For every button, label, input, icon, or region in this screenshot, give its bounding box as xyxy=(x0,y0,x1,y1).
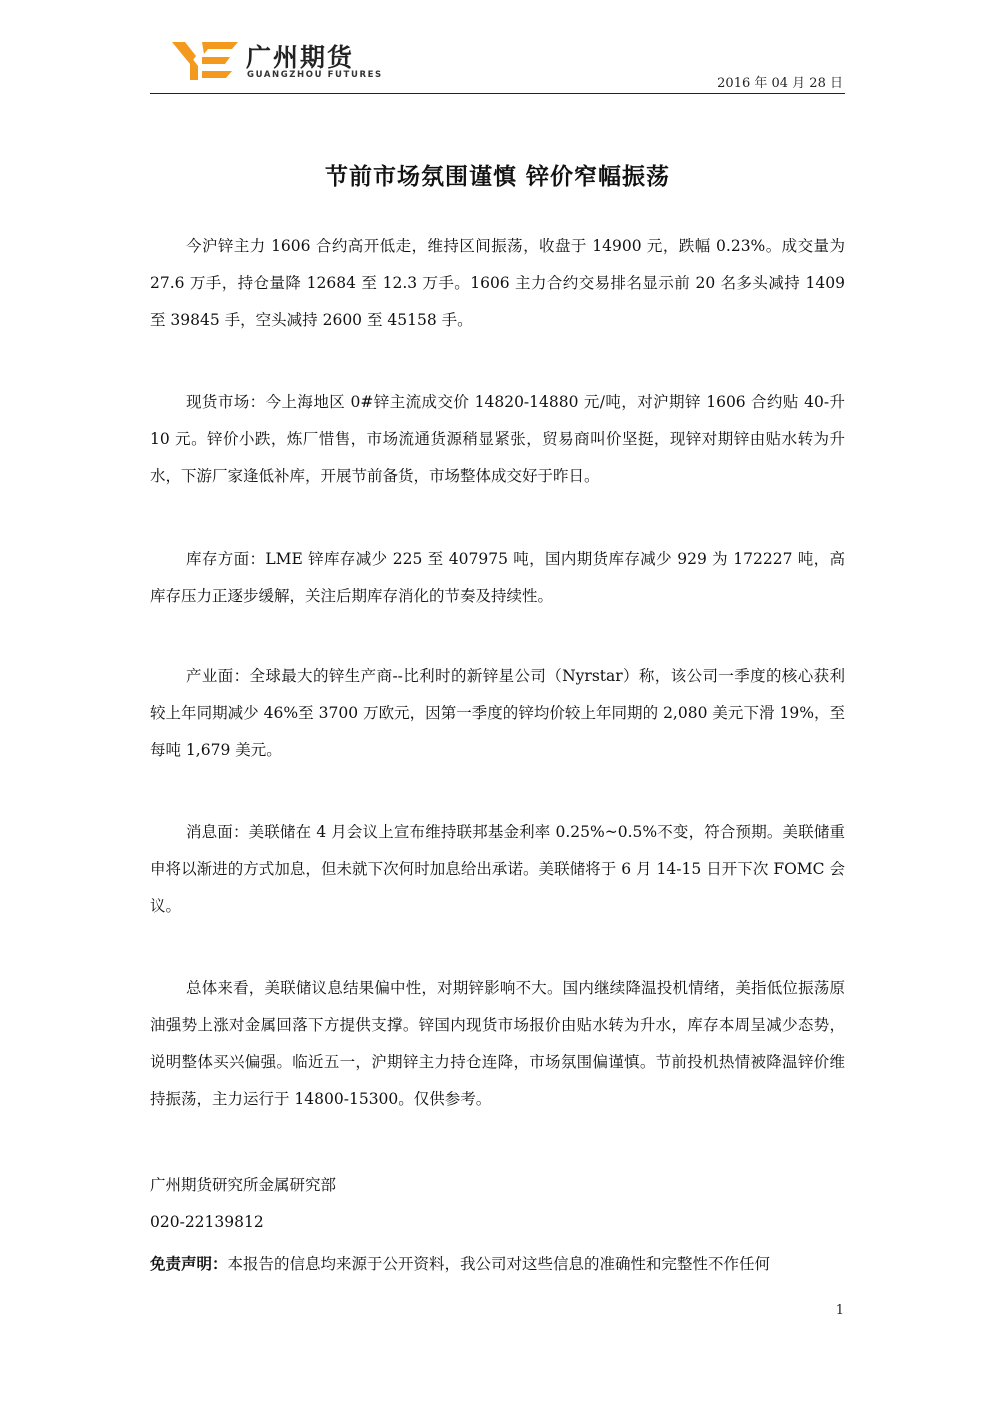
contact-phone: 020-22139812 xyxy=(150,1213,264,1231)
company-name-cn: 广州期货 xyxy=(246,43,355,72)
department-name: 广州期货研究所金属研究部 xyxy=(150,1176,337,1194)
report-title: 节前市场氛围谨慎 锌价窄幅振荡 xyxy=(324,163,670,190)
disclaimer-text: 本报告的信息均来源于公开资料，我公司对这些信息的准确性和完整性不作任何 xyxy=(227,1255,771,1273)
paragraph-spot-market: 现货市场：今上海地区 0#锌主流成交价 14820-14880 元/吨，对沪期锌 1606 合约贴 40-升 10 元。锌价小跌，炼厂惜售，市场流通货源稍显紧张，贸易商叫价坚挺，现锌对期锌由贴水转为升水，下游厂家逢低补库，开展节前备货，市场整体成交好于昨日。 xyxy=(150,393,845,485)
page-number: 1 xyxy=(835,1303,844,1318)
paragraph-overview: 总体来看，美联储议息结果偏中性，对期锌影响不大。国内继续降温投机情绪，美指低位振荡原油强势上涨对金属回落下方提供支撑。锌国内现货市场报价由贴水转为升水，库存本周呈减少态势，说明整体买兴偏强。临近五一，沪期锌主力持仓连降，市场氛围偏谨慎。节前投机热情被降温锌价维持振荡，主力运行于 14800-15300。仅供参考。 xyxy=(150,979,845,1108)
header-rule xyxy=(150,93,845,94)
paragraph-inventory: 库存方面：LME 锌库存减少 225 至 407975 吨，国内期货库存减少 929 为 172227 吨，高库存压力正逐步缓解，关注后期库存消化的节奏及持续性。 xyxy=(150,550,845,605)
paragraph-news: 消息面：美联储在 4 月会议上宣布维持联邦基金利率 0.25%~0.5%不变，符合预期。美联储重申将以渐进的方式加息，但未就下次何时加息给出承诺。美联储将于 6 月 14-15 日开下次 FOMC 会议。 xyxy=(150,823,845,915)
company-name-en: GUANGZHOU FUTURES xyxy=(247,70,383,80)
disclaimer xyxy=(150,1252,770,1274)
company-logo-icon xyxy=(172,40,238,80)
report-date: 2016 年 04 月 28 日 xyxy=(717,76,843,91)
disclaimer-label: 免责声明： xyxy=(150,1254,228,1273)
paragraph-market-summary: 今沪锌主力 1606 合约高开低走，维持区间振荡，收盘于 14900 元，跌幅 0.23%。成交量为 27.6 万手，持仓量降 12684 至 12.3 万手。1606 主力合约交易排名显示前 20 名多头减持 1409 至 39845 手，空头减持 2600 至 45158 手。 xyxy=(150,237,845,329)
paragraph-industry: 产业面：全球最大的锌生产商--比利时的新锌星公司（Nyrstar）称，该公司一季度的核心获利较上年同期减少 46%至 3700 万欧元，因第一季度的锌均价较上年同期的 2,080 美元下滑 19%，至每吨 1,679 美元。 xyxy=(150,667,845,759)
document-header xyxy=(150,30,845,94)
